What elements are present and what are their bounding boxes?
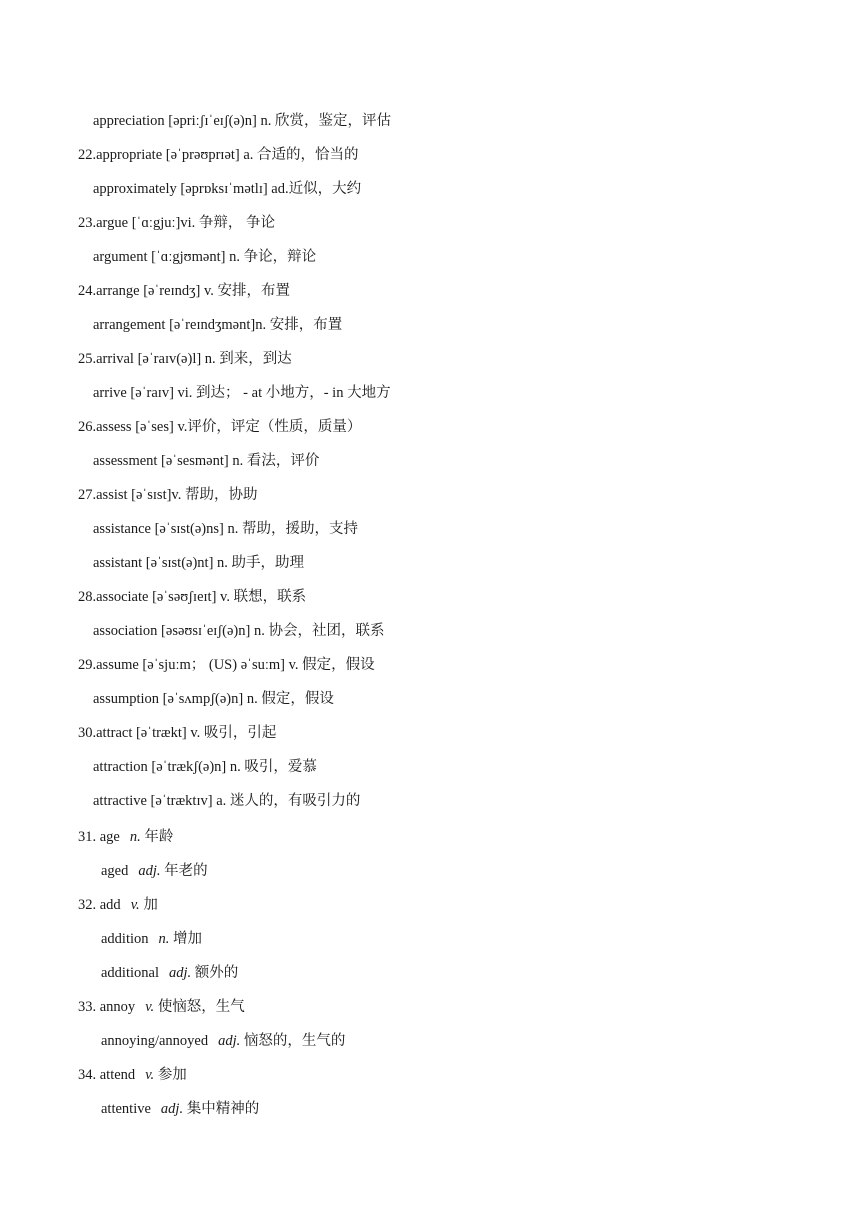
entry-meaning: 使恼怒，生气 [157, 999, 245, 1015]
entry-pos: adj. [138, 863, 161, 879]
entry-meaning: 加 [143, 897, 158, 913]
vocab-entry-assist: 27.assist [əˈsɪst]v. 帮助，协助 [78, 487, 258, 503]
entry-meaning: 增加 [173, 931, 203, 947]
entry-word: annoying/annoyed [101, 1033, 209, 1049]
vocab-entry-assistance: assistance [əˈsɪst(ə)ns] n. 帮助，援助，支持 [93, 521, 358, 537]
vocab-entry-attractive: attractive [əˈtræktɪv] a. 迷人的，有吸引力的 [93, 793, 361, 809]
entry-meaning: 年龄 [144, 829, 174, 845]
entry-word: attentive [101, 1101, 151, 1117]
vocab-entry-additional [101, 964, 238, 982]
vocab-entry-argument: argument [ˈɑːgjʊmənt] n. 争论，辩论 [93, 249, 317, 265]
vocab-entry-arrangement: arrangement [əˈreɪndʒmənt]n. 安排，布置 [93, 317, 343, 333]
entry-pos: v. [145, 999, 155, 1015]
vocab-entry-arrival: 25.arrival [əˈraɪv(ə)l] n. 到来，到达 [78, 351, 292, 367]
entry-pos: adj. [160, 1101, 184, 1117]
entry-word: addition [101, 931, 149, 947]
entry-word: aged [101, 863, 129, 879]
vocab-entry-argue: 23.argue [ˈɑːgjuː]vi. 争辩， 争论 [78, 215, 275, 231]
entry-pos: v. [130, 897, 140, 913]
vocab-entry-age [78, 828, 173, 846]
vocab-entry-annoy [78, 998, 245, 1016]
entry-meaning: 年老的 [164, 863, 208, 879]
entry-meaning: 集中精神的 [186, 1101, 260, 1117]
vocab-entry-attract: 30.attract [əˈtrækt] v. 吸引，引起 [78, 725, 277, 741]
entry-pos: v. [145, 1067, 155, 1083]
vocab-entry-annoying [101, 1032, 345, 1050]
vocab-entry-associate: 28.associate [əˈsəʊʃɪeɪt] v. 联想，联系 [78, 589, 307, 605]
vocab-entry-association: association [əsəʊsɪˈeɪʃ(ə)n] n. 协会，社团，联系 [93, 623, 385, 639]
vocab-entry-assumption: assumption [əˈsʌmpʃ(ə)n] n. 假定，假设 [93, 691, 334, 707]
vocab-entry-aged [101, 862, 208, 880]
entry-word: additional [101, 965, 159, 981]
vocab-entry-approximately: approximately [əprɒksɪˈmətlɪ] ad.近似，大约 [93, 181, 362, 197]
entry-word: 34. attend [78, 1067, 136, 1083]
entry-word: 33. annoy [78, 999, 136, 1015]
vocab-entry-arrange: 24.arrange [əˈreɪndʒ] v. 安排，布置 [78, 283, 291, 299]
entry-word: 31. age [78, 829, 120, 845]
vocab-entry-assessment: assessment [əˈsesmənt] n. 看法，评价 [93, 453, 320, 469]
vocab-entry-attraction: attraction [əˈtrækʃ(ə)n] n. 吸引，爱慕 [93, 759, 317, 775]
entry-meaning: 参加 [157, 1067, 187, 1083]
vocab-entry-appreciation: appreciation [əpriːʃɪˈeɪʃ(ə)n] n. 欣赏，鉴定，评估 [93, 113, 391, 129]
vocab-entry-addition [101, 930, 202, 948]
vocab-entry-add [78, 896, 158, 914]
entry-pos: adj. [218, 1033, 241, 1049]
vocab-entry-assess: 26.assess [əˈses] v.评价，评定（性质，质量） [78, 419, 362, 435]
vocab-entry-appropriate: 22.appropriate [əˈprəʊprɪət] a. 合适的，恰当的 [78, 147, 359, 163]
entry-pos: n. [158, 931, 170, 947]
vocab-entry-attentive [101, 1100, 259, 1118]
entry-meaning: 额外的 [194, 965, 239, 981]
entry-pos: n. [129, 829, 141, 845]
vocab-entry-attend [78, 1066, 187, 1084]
entry-pos: adj. [169, 965, 192, 981]
entry-word: 32. add [78, 897, 121, 913]
vocab-entry-assistant: assistant [əˈsɪst(ə)nt] n. 助手，助理 [93, 555, 305, 571]
entry-meaning: 恼怒的，生气的 [243, 1033, 346, 1049]
vocab-entry-assume: 29.assume [əˈsjuːm； (US) əˈsuːm] v. 假定，假设 [78, 657, 375, 673]
vocab-entry-arrive: arrive [əˈraɪv] vi. 到达； - at 小地方，- in 大地方 [93, 385, 391, 401]
